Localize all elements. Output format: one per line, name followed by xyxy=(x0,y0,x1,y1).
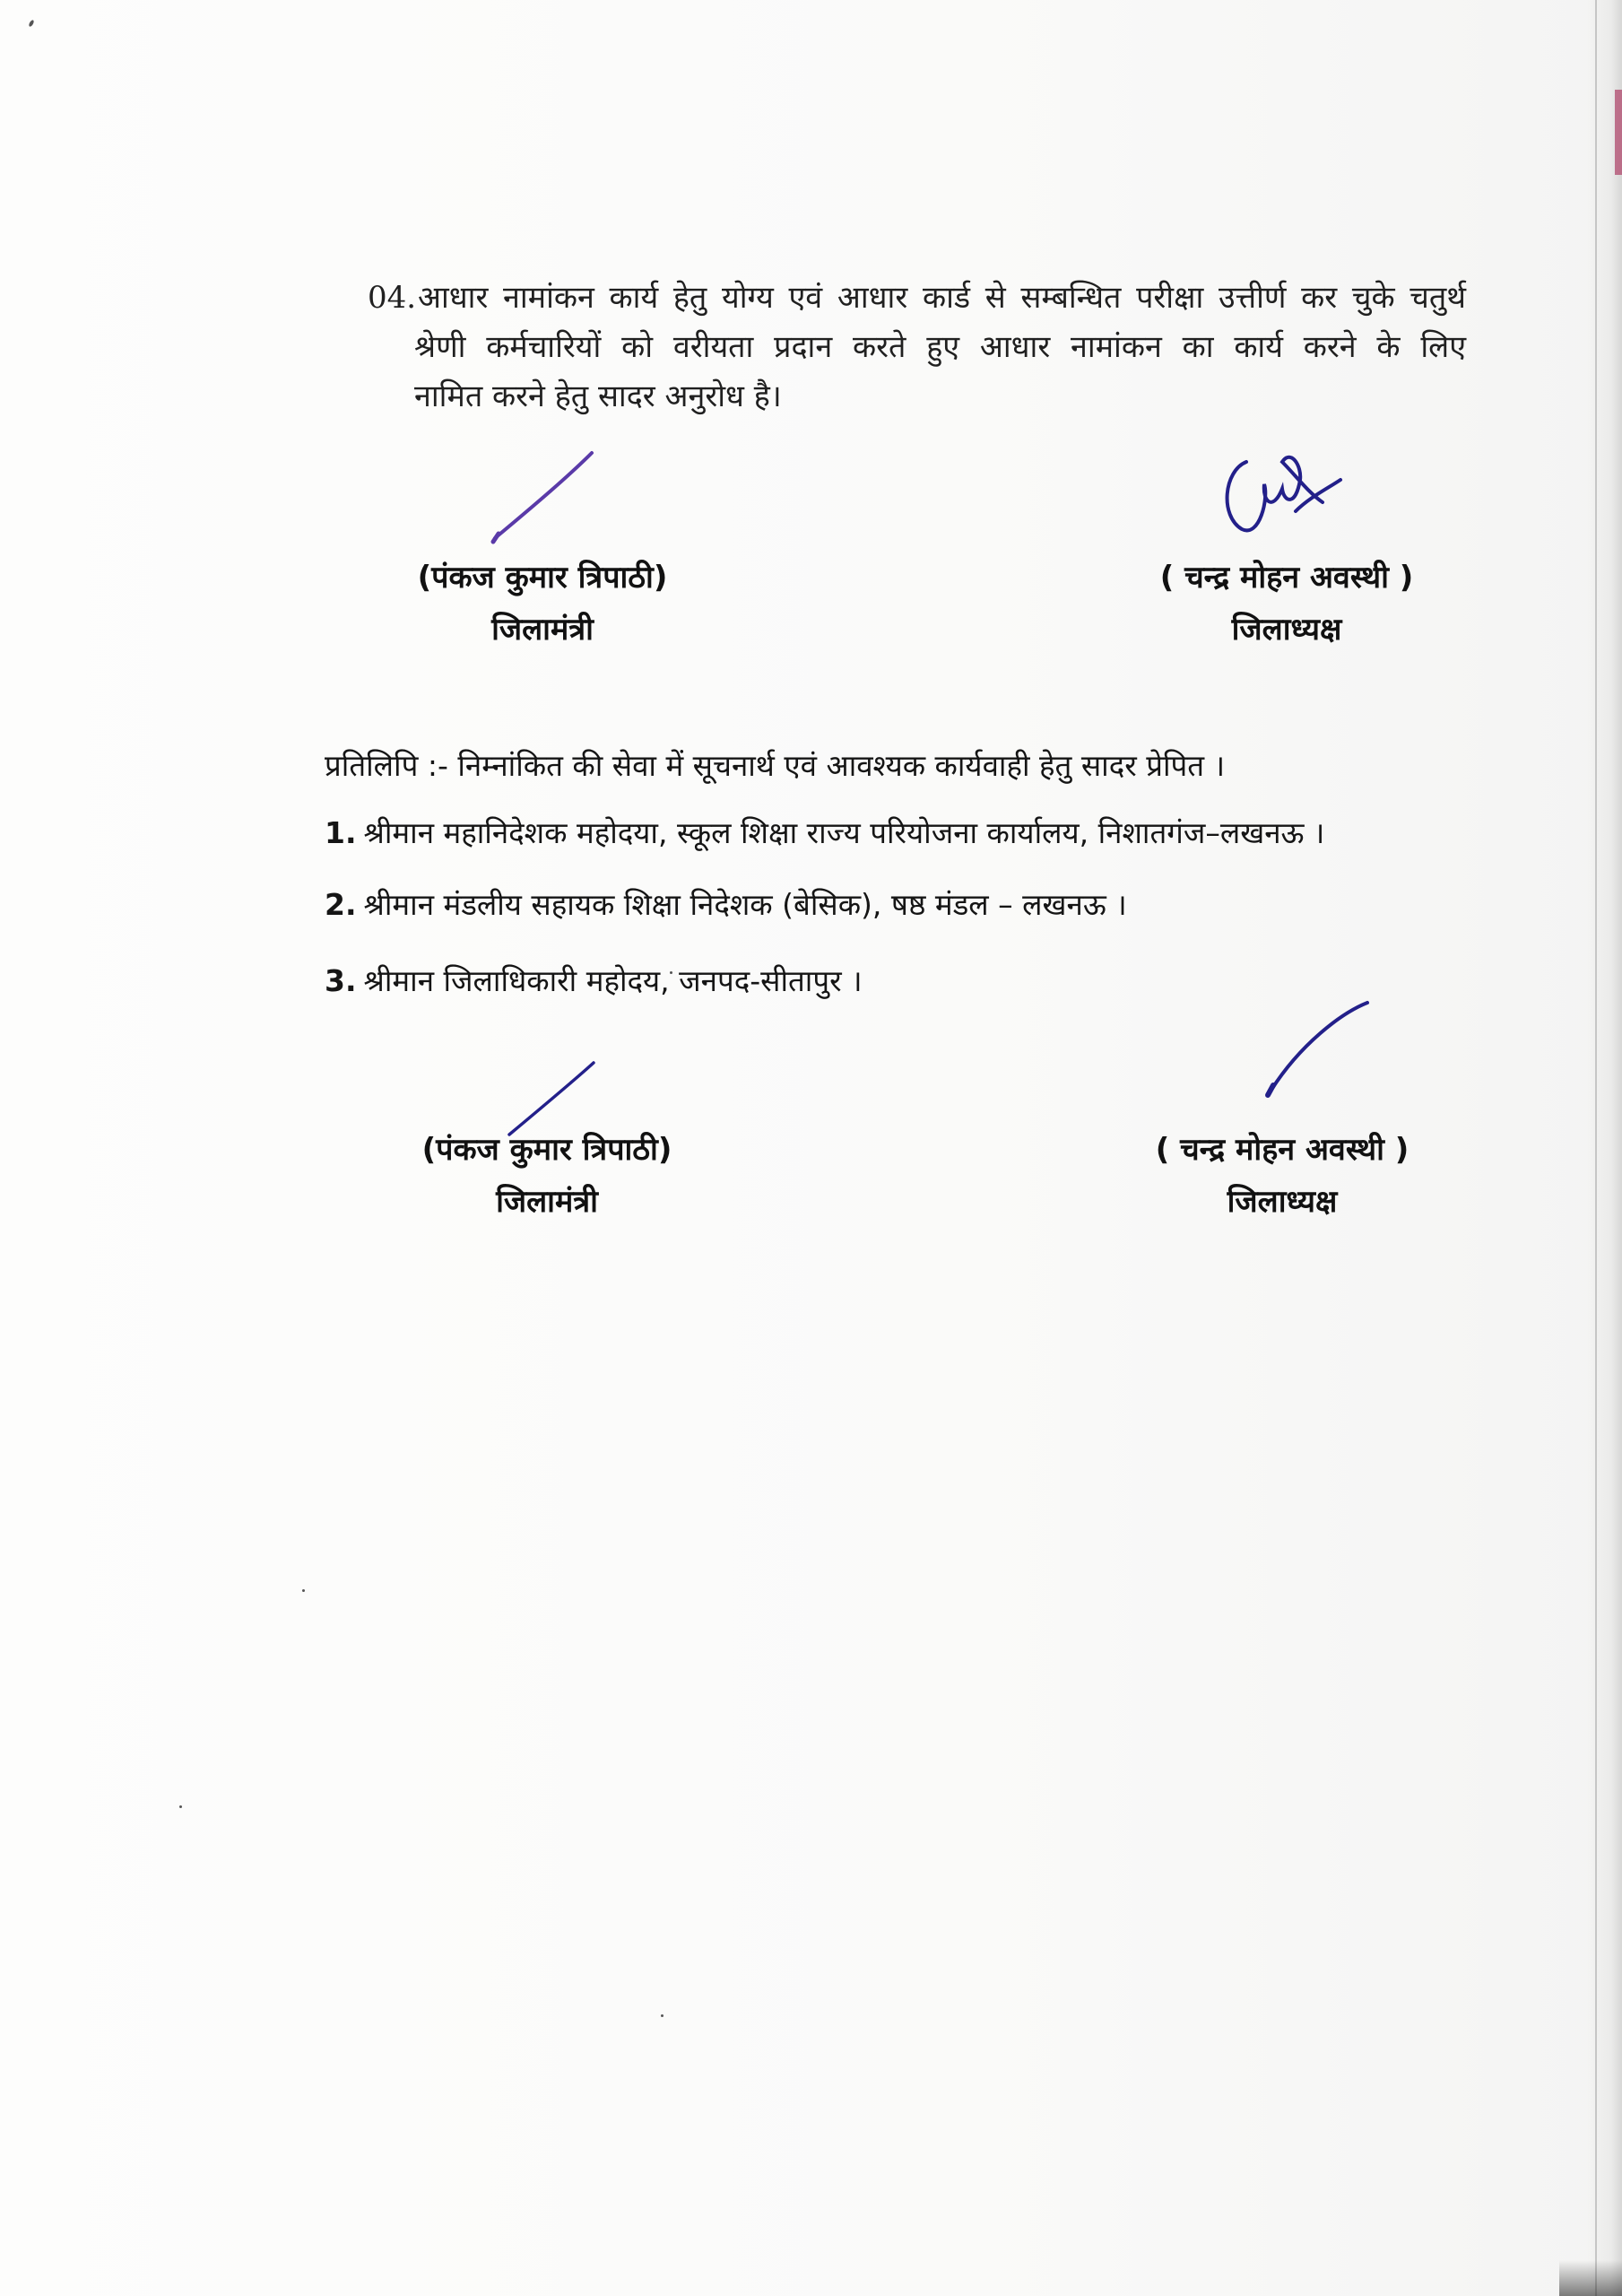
copy-item-text: श्रीमान महानिदेशक महोदया, स्कूल शिक्षा राज्य परियोजना कार्यालय, निशातगंज–लखनऊ । xyxy=(363,815,1325,850)
signatory-designation: जिलामंत्री xyxy=(491,612,594,648)
signatory-name: (पंकज कुमार त्रिपाठी) xyxy=(421,1132,672,1168)
copy-heading: प्रतिलिपि :- निम्नांकित की सेवा में सूचनार्थ एवं आवश्यक कार्यवाही हेतु सादर प्रेपित । xyxy=(325,748,1226,783)
paragraph-number: 04. xyxy=(368,280,417,316)
copy-item-text: श्रीमान मंडलीय सहायक शिक्षा निदेशक (बेसिक), षष्ठ मंडल – लखनऊ । xyxy=(363,887,1127,922)
edge-color-mark xyxy=(1615,90,1622,175)
paragraph-line-2: श्रेणी कर्मचारियों को वरीयता प्रदान करते हुए आधार नामांकन का कार्य करने के लिए xyxy=(414,329,1466,365)
signatory-designation: जिलाध्यक्ष xyxy=(1227,1184,1338,1220)
ink-speck xyxy=(179,1805,182,1808)
copy-item-number: 1. xyxy=(325,815,357,850)
copy-item-number: 2. xyxy=(325,887,357,922)
copy-item-2 xyxy=(325,883,1127,924)
copy-item-text: श्रीमान जिलाधिकारी महोदय, जनपद-सीतापुर । xyxy=(363,963,863,998)
signatory-block-right-top xyxy=(1125,552,1448,656)
signatory-name: ( चन्द्र मोहन अवस्थी ) xyxy=(1159,560,1414,596)
paragraph-line-3: नामित करने हेतु सादर अनुरोध है। xyxy=(414,378,782,414)
signatory-designation: जिलाध्यक्ष xyxy=(1231,612,1342,648)
page-edge-shadow xyxy=(1586,0,1622,2296)
signatory-block-right-bottom xyxy=(1121,1124,1444,1228)
signatory-designation: जिलामंत्री xyxy=(496,1184,598,1220)
ink-speck xyxy=(661,2014,664,2017)
signatory-name: (पंकज कुमार त्रिपाठी) xyxy=(417,560,668,596)
signatory-name: ( चन्द्र मोहन अवस्थी ) xyxy=(1155,1132,1409,1168)
signature-right-bottom xyxy=(1255,1000,1372,1099)
copy-item-1 xyxy=(325,812,1324,852)
page-edge-line xyxy=(1595,0,1597,2296)
paragraph-line-1: आधार नामांकन कार्य हेतु योग्य एवं आधार कार्ड से सम्बन्धित परीक्षा उत्तीर्ण कर चुके चतुर्थ xyxy=(418,280,1466,316)
ink-speck xyxy=(302,1589,305,1592)
page-fold-shadow xyxy=(1559,2260,1622,2296)
copy-item-number: 3. xyxy=(325,963,357,998)
signatory-block-left-top xyxy=(386,552,699,656)
signature-right-top xyxy=(1219,444,1345,543)
signatory-block-left-bottom xyxy=(390,1124,704,1228)
paragraph-04 xyxy=(368,274,1466,422)
copy-item-3 xyxy=(325,960,863,1000)
signature-left-top xyxy=(484,448,601,547)
ink-speck xyxy=(28,20,34,28)
